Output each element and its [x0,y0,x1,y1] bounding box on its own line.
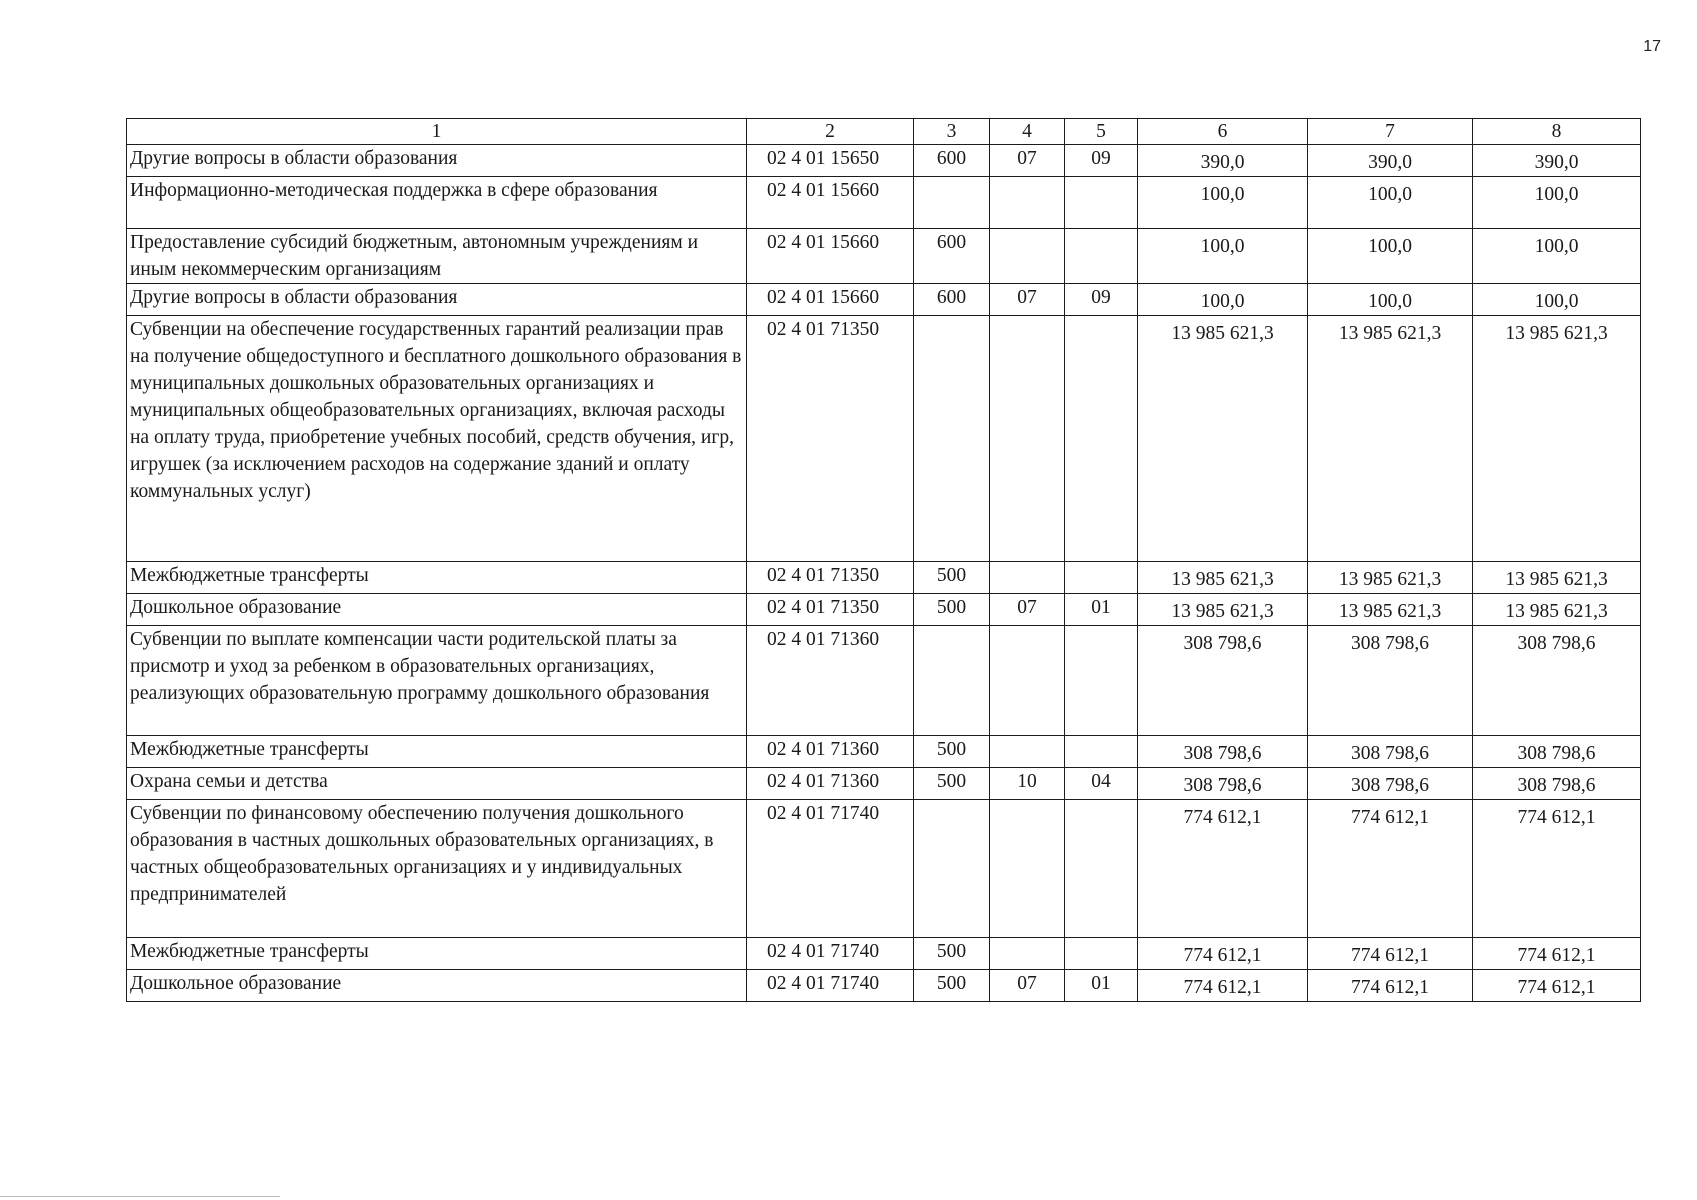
row-value-7-cell: 390,0 [1308,145,1473,177]
row-value-6-cell: 390,0 [1138,145,1308,177]
row-vr-cell: 500 [914,970,990,1002]
row-code-cell: 02 4 01 71360 [747,768,914,800]
row-value-7-cell: 308 798,6 [1308,626,1473,736]
table-row [127,800,1641,938]
row-pr-cell [1065,736,1138,768]
row-value-6-cell: 13 985 621,3 [1138,594,1308,626]
row-pr-cell: 01 [1065,594,1138,626]
row-value-7-cell: 13 985 621,3 [1308,316,1473,562]
row-rz-cell [990,736,1065,768]
row-rz-cell: 07 [990,284,1065,316]
row-value-6-cell: 100,0 [1138,177,1308,229]
row-rz-cell [990,177,1065,229]
row-value-6-cell: 13 985 621,3 [1138,562,1308,594]
row-code-cell: 02 4 01 15660 [747,229,914,284]
row-value-8-cell: 13 985 621,3 [1473,562,1641,594]
row-value-8-cell: 308 798,6 [1473,736,1641,768]
row-name-cell: Другие вопросы в области образования [127,145,747,177]
row-pr-cell [1065,800,1138,938]
row-code-cell: 02 4 01 71350 [747,594,914,626]
row-name-cell: Субвенции по выплате компенсации части родительской платы за присмотр и уход за ребенком в образовательных организациях, реализующих образовательную программу дошкольного образования [127,626,747,736]
row-value-8-cell: 308 798,6 [1473,626,1641,736]
row-name-cell: Дошкольное образование [127,970,747,1002]
page-number: 17 [1643,38,1661,55]
header-cell: 2 [747,119,914,145]
row-rz-cell: 07 [990,970,1065,1002]
row-pr-cell: 01 [1065,970,1138,1002]
row-name-cell: Информационно-методическая поддержка в сфере образования [127,177,747,229]
row-value-6-cell: 308 798,6 [1138,626,1308,736]
row-value-6-cell: 13 985 621,3 [1138,316,1308,562]
row-vr-cell: 600 [914,284,990,316]
table-row [127,768,1641,800]
row-value-6-cell: 100,0 [1138,229,1308,284]
row-vr-cell [914,177,990,229]
table-row [127,594,1641,626]
row-value-7-cell: 774 612,1 [1308,800,1473,938]
row-code-cell: 02 4 01 71740 [747,800,914,938]
row-value-6-cell: 774 612,1 [1138,800,1308,938]
row-code-cell: 02 4 01 71740 [747,938,914,970]
table-row [127,316,1641,562]
row-value-8-cell: 100,0 [1473,284,1641,316]
row-rz-cell [990,316,1065,562]
row-value-8-cell: 308 798,6 [1473,768,1641,800]
row-name-cell: Дошкольное образование [127,594,747,626]
row-vr-cell: 500 [914,736,990,768]
header-cell: 8 [1473,119,1641,145]
row-value-8-cell: 390,0 [1473,145,1641,177]
row-pr-cell: 09 [1065,284,1138,316]
row-value-7-cell: 308 798,6 [1308,768,1473,800]
row-value-8-cell: 774 612,1 [1473,800,1641,938]
row-pr-cell [1065,938,1138,970]
table-row [127,938,1641,970]
row-code-cell: 02 4 01 71350 [747,316,914,562]
row-value-6-cell: 308 798,6 [1138,768,1308,800]
header-cell: 6 [1138,119,1308,145]
row-name-cell: Межбюджетные трансферты [127,562,747,594]
table-row [127,970,1641,1002]
row-code-cell: 02 4 01 71350 [747,562,914,594]
table-row [127,284,1641,316]
row-vr-cell [914,626,990,736]
row-value-8-cell: 13 985 621,3 [1473,594,1641,626]
row-vr-cell: 500 [914,938,990,970]
row-value-6-cell: 774 612,1 [1138,938,1308,970]
header-cell: 5 [1065,119,1138,145]
table-row [127,229,1641,284]
row-vr-cell: 500 [914,768,990,800]
row-rz-cell [990,229,1065,284]
row-value-7-cell: 774 612,1 [1308,938,1473,970]
row-code-cell: 02 4 01 71360 [747,626,914,736]
row-value-7-cell: 100,0 [1308,177,1473,229]
row-pr-cell [1065,316,1138,562]
row-value-7-cell: 100,0 [1308,229,1473,284]
row-rz-cell: 07 [990,594,1065,626]
row-vr-cell: 500 [914,562,990,594]
table-row [127,736,1641,768]
row-vr-cell: 600 [914,229,990,284]
row-code-cell: 02 4 01 15660 [747,284,914,316]
row-rz-cell [990,938,1065,970]
budget-table [126,118,1641,1002]
header-cell: 7 [1308,119,1473,145]
row-code-cell: 02 4 01 15650 [747,145,914,177]
row-vr-cell [914,316,990,562]
table-row [127,177,1641,229]
row-pr-cell [1065,229,1138,284]
row-rz-cell: 07 [990,145,1065,177]
row-pr-cell: 04 [1065,768,1138,800]
row-pr-cell [1065,177,1138,229]
scan-edge-line [0,1196,280,1197]
row-name-cell: Охрана семьи и детства [127,768,747,800]
header-cell: 3 [914,119,990,145]
row-value-8-cell: 100,0 [1473,229,1641,284]
row-name-cell: Субвенции на обеспечение государственных гарантий реализации прав на получение общедоступного и бесплатного дошкольного образования в муниципальных дошкольных образовательных организациях и муниципальных общеобразовательных организациях, включая расходы на оплату труда, приобретение учебных пособий, средств обучения, игр, игрушек (за исключением расходов на содержание зданий и оплату коммунальных услуг) [127,316,747,562]
row-pr-cell [1065,562,1138,594]
header-cell: 4 [990,119,1065,145]
table-header-row [127,119,1641,145]
row-code-cell: 02 4 01 15660 [747,177,914,229]
row-rz-cell: 10 [990,768,1065,800]
row-name-cell: Межбюджетные трансферты [127,736,747,768]
row-name-cell: Другие вопросы в области образования [127,284,747,316]
row-value-6-cell: 308 798,6 [1138,736,1308,768]
row-vr-cell: 500 [914,594,990,626]
row-name-cell: Субвенции по финансовому обеспечению получения дошкольного образования в частных дошкольных образовательных организациях, в частных общеобразовательных организациях и у индивидуальных предпринимателей [127,800,747,938]
row-rz-cell [990,800,1065,938]
row-value-8-cell: 100,0 [1473,177,1641,229]
row-vr-cell: 600 [914,145,990,177]
row-value-6-cell: 100,0 [1138,284,1308,316]
row-rz-cell [990,626,1065,736]
row-value-8-cell: 774 612,1 [1473,970,1641,1002]
row-value-7-cell: 100,0 [1308,284,1473,316]
row-name-cell: Межбюджетные трансферты [127,938,747,970]
table-row [127,626,1641,736]
row-value-6-cell: 774 612,1 [1138,970,1308,1002]
row-value-7-cell: 308 798,6 [1308,736,1473,768]
table-row [127,145,1641,177]
row-code-cell: 02 4 01 71360 [747,736,914,768]
row-name-cell: Предоставление субсидий бюджетным, автономным учреждениям и иным некоммерческим организациям [127,229,747,284]
row-value-8-cell: 13 985 621,3 [1473,316,1641,562]
table-row [127,562,1641,594]
row-pr-cell: 09 [1065,145,1138,177]
row-value-7-cell: 13 985 621,3 [1308,594,1473,626]
row-value-8-cell: 774 612,1 [1473,938,1641,970]
row-value-7-cell: 774 612,1 [1308,970,1473,1002]
row-pr-cell [1065,626,1138,736]
row-code-cell: 02 4 01 71740 [747,970,914,1002]
row-vr-cell [914,800,990,938]
row-value-7-cell: 13 985 621,3 [1308,562,1473,594]
row-rz-cell [990,562,1065,594]
header-cell: 1 [127,119,747,145]
